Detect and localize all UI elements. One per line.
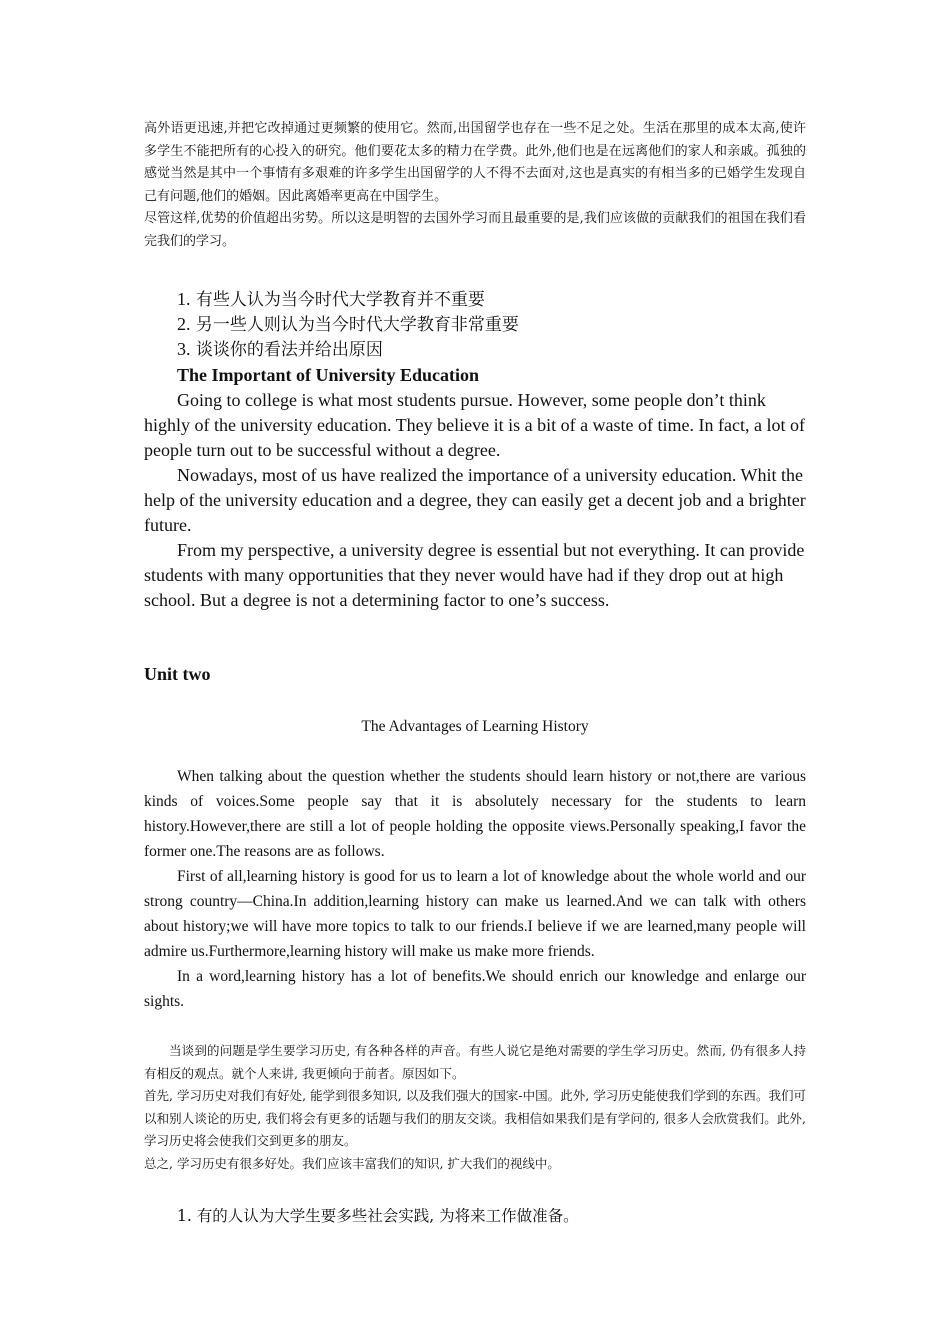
essay-1-body bbox=[144, 388, 806, 613]
cn-paragraph: 高外语更迅速,并把它改掉通过更频繁的使用它。然而,出国留学也存在一些不足之处。生活在那里的成本太高,使许多学生不能把所有的心投入的研究。他们要花太多的精力在学费。此外,他们也是在远离他们的家人和亲戚。孤独的感觉当然是其中一个事情有多艰难的许多学生出国留学的人不得不去面对,这也是真实的有相当多的已婚学生发现自己有问题,他们的婚姻。因此离婚率更高在中国学生。 bbox=[144, 121, 806, 204]
cn-paragraph: 总之, 学习历史有很多好处。我们应该丰富我们的知识, 扩大我们的视线中。 bbox=[144, 1155, 560, 1171]
essay-paragraph: First of all,learning history is good for us to learn a lot of knowledge about the whole world and our strong country—China.In addition,learning history can make us learned.And we can talk with others about history;we will have more topics to talk to our friends.I believe if we are learned,many people will admire us.Furthermore,learning history will make us make more friends. bbox=[144, 868, 806, 960]
essay-paragraph: Nowadays, most of us have realized the importance of a university education. Whit the help of the university education and a degree, they can easily get a decent job and a brighter future. bbox=[144, 465, 806, 535]
essay-paragraph: Going to college is what most students pursue. However, some people don’t think highly of the university education. They believe it is a bit of a waste of time. In fact, a lot of people turn out to be successful without a degree. bbox=[144, 390, 805, 460]
prompt-item-3 bbox=[177, 337, 383, 363]
prompt-number: 3. bbox=[177, 339, 191, 359]
essay-2-body bbox=[144, 764, 806, 1014]
essay-paragraph: From my perspective, a university degree is essential but not everything. It can provide students with many opportunities that they never would have had if they drop out at high school. But a degree is not a determining factor to one’s success. bbox=[144, 540, 805, 610]
prompt-number: 1. bbox=[177, 289, 191, 309]
cn-paragraph: 尽管这样,优势的价值超出劣势。所以这是明智的去国外学习而且最重要的是,我们应该做的贡献我们的祖国在我们看完我们的学习。 bbox=[144, 211, 806, 249]
prompt-text: 另一些人则认为当今时代大学教育非常重要 bbox=[195, 315, 519, 335]
cn-paragraph: 当谈到的问题是学生要学习历史, 有各种各样的声音。有些人说它是绝对需要的学生学习历史。然而, 仍有很多人持有相反的观点。就个人来讲, 我更倾向于前者。原因如下。 bbox=[144, 1043, 806, 1081]
chinese-translation-1 bbox=[144, 118, 806, 253]
essay-1-title: The Important of University Education bbox=[177, 365, 480, 385]
unit-heading: Unit two bbox=[144, 664, 211, 684]
prompt-item-2 bbox=[177, 312, 519, 338]
essay-2-title: The Advantages of Learning History bbox=[361, 718, 589, 735]
essay-paragraph: In a word,learning history has a lot of benefits.We should enrich our knowledge and enlarge our sights. bbox=[144, 968, 806, 1010]
essay-paragraph: When talking about the question whether the students should learn history or not,there are various kinds of voices.Some people say that it is absolutely necessary for the students to learn history.However,there are still a lot of people holding the opposite views.Personally speaking,I favor the former one.The reasons are as follows. bbox=[144, 768, 806, 860]
prompt-text: 有些人认为当今时代大学教育并不重要 bbox=[195, 290, 485, 310]
final-prompt-item: 1. 有的人认为大学生要多些社会实践, 为将来工作做准备。 bbox=[177, 1207, 579, 1225]
prompt-item-1 bbox=[177, 287, 485, 313]
prompt-number: 2. bbox=[177, 314, 191, 334]
prompt-text: 谈谈你的看法并给出原因 bbox=[195, 340, 383, 360]
chinese-translation-2 bbox=[144, 1040, 806, 1175]
cn-paragraph: 首先, 学习历史对我们有好处, 能学到很多知识, 以及我们强大的国家-中国。此外, 学习历史能使我们学到的东西。我们可以和别人谈论的历史, 我们将会有更多的话题与我们的朋友交谈。我相信如果我们是有学问的, 很多人会欣赏我们。此外, 学习历史将会使我们交到更多的朋友。 bbox=[144, 1088, 806, 1148]
